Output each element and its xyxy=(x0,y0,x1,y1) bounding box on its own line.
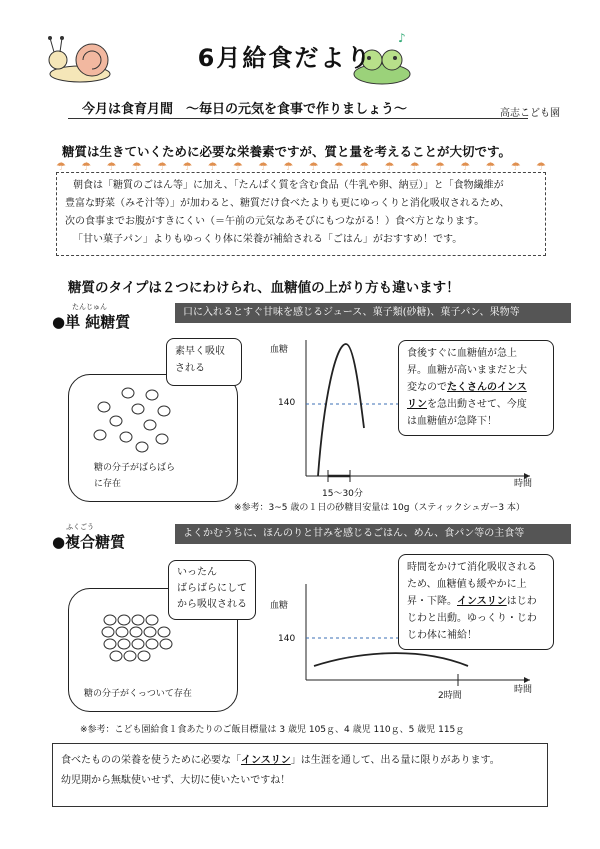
simple-x-label: 時間 xyxy=(514,479,533,489)
complex-y-label: 血糖 xyxy=(270,601,289,611)
simple-molecules xyxy=(90,385,180,455)
school-name: 高志こども園 xyxy=(500,108,560,119)
complex-y-value: 140 xyxy=(278,634,296,644)
footer-line-1: 食べたものの栄養を使うために必要な「インスリン」は生涯を通して、出る量に限りがあります。 xyxy=(61,755,500,766)
complex-curve xyxy=(314,653,468,666)
complex-title: ●複合糖質 xyxy=(52,533,126,551)
subtitle: 今月は食育月間 ～毎日の元気を食事で作りましょう～ xyxy=(82,102,408,117)
page-title: 6月給食だより xyxy=(197,44,373,72)
simple-bubble: 素早く吸収 される xyxy=(166,338,242,386)
umbrella-border: ☂ ☂ ☂ ☂ ☂ ☂ ☂ ☂ ☂ ☂ ☂ ☂ ☂ ☂ ☂ ☂ ☂ ☂ ☂ ☂ xyxy=(56,160,546,173)
footer-line-2: 幼児期から無駄使いせず、大切に使いたいですね！ xyxy=(61,775,291,786)
header-divider xyxy=(68,118,528,119)
intro-lead: 糖質は生きていくために必要な栄養素ですが、質と量を考えることが大切です。 xyxy=(62,144,512,159)
simple-x-tick: 15～30分 xyxy=(322,489,363,499)
simple-y-label: 血糖 xyxy=(270,345,289,355)
complex-note: ※参考：こども園給食１食あたりのご飯目標量は 3 歳児 105ｇ、4 歳児 110ｇ、5 歳児 115ｇ xyxy=(80,725,465,735)
svg-text:♪: ♪ xyxy=(398,31,406,45)
complex-molecules xyxy=(100,612,180,668)
complex-bar: よくかむうちに、ほんのりと甘みを感じるごはん、めん、食パン等の主食等 xyxy=(175,524,571,544)
footer-box xyxy=(52,743,548,807)
complex-ruby: ふくごう xyxy=(66,523,94,531)
simple-y-value: 140 xyxy=(278,398,296,408)
types-heading: 糖質のタイプは２つにわけられ、血糖値の上がり方も違います！ xyxy=(68,280,460,296)
complex-callout: 時間をかけて消化吸収される ため、血糖値も緩やかに上 昇・下降。インスリンはじわ じわと出動。ゆっくり・じわ じわ体に補給！ xyxy=(398,554,554,650)
simple-bar: 口に入れるとすぐ甘味を感じるジュース、菓子類(砂糖)、菓子パン、果物等 xyxy=(175,303,571,323)
intro-line: 朝食は「糖質のごはん等」に加え、「たんぱく質を含む食品（牛乳や卵、納豆）」と「食物繊維が xyxy=(73,180,504,191)
simple-note: ※参考：3~5 歳の１日の砂糖目安量は 10g（スティックシュガー3 本） xyxy=(234,503,525,513)
intro-line: 「甘い菓子パン」よりもゆっくり体に栄養が補給される「ごはん」がおすすめ！です。 xyxy=(73,234,463,245)
intro-box xyxy=(56,172,546,256)
intro-line: 豊富な野菜（みそ汁等）」が加わると、糖質だけ食べたよりも更にゆっくりと消化吸収されるため、 xyxy=(65,198,510,209)
simple-ruby: たんじゅん xyxy=(72,303,107,311)
complex-x-label: 時間 xyxy=(514,685,533,695)
complex-bubble: いったん ばらばらにして から吸収される xyxy=(168,560,256,620)
complex-caption: 糖の分子がくっついて存在 xyxy=(84,689,192,699)
snail-illustration xyxy=(42,30,114,88)
intro-line: 次の食事までお腹がすきにくい（＝午前の元気なあそびにもつながる！）食べ方となります。 xyxy=(65,216,485,227)
simple-curve xyxy=(318,344,364,476)
complex-x-tick: 2時間 xyxy=(438,691,462,701)
simple-caption: 糖の分子がばらばら に存在 xyxy=(94,463,176,489)
simple-callout: 食後すぐに血糖値が急上 昇。血糖が高いままだと大 変なのでたくさんのインス リンを急出動させて、今度 は血糖値が急降下！ xyxy=(398,340,554,436)
simple-title: ●単 純糖質 xyxy=(52,313,131,331)
